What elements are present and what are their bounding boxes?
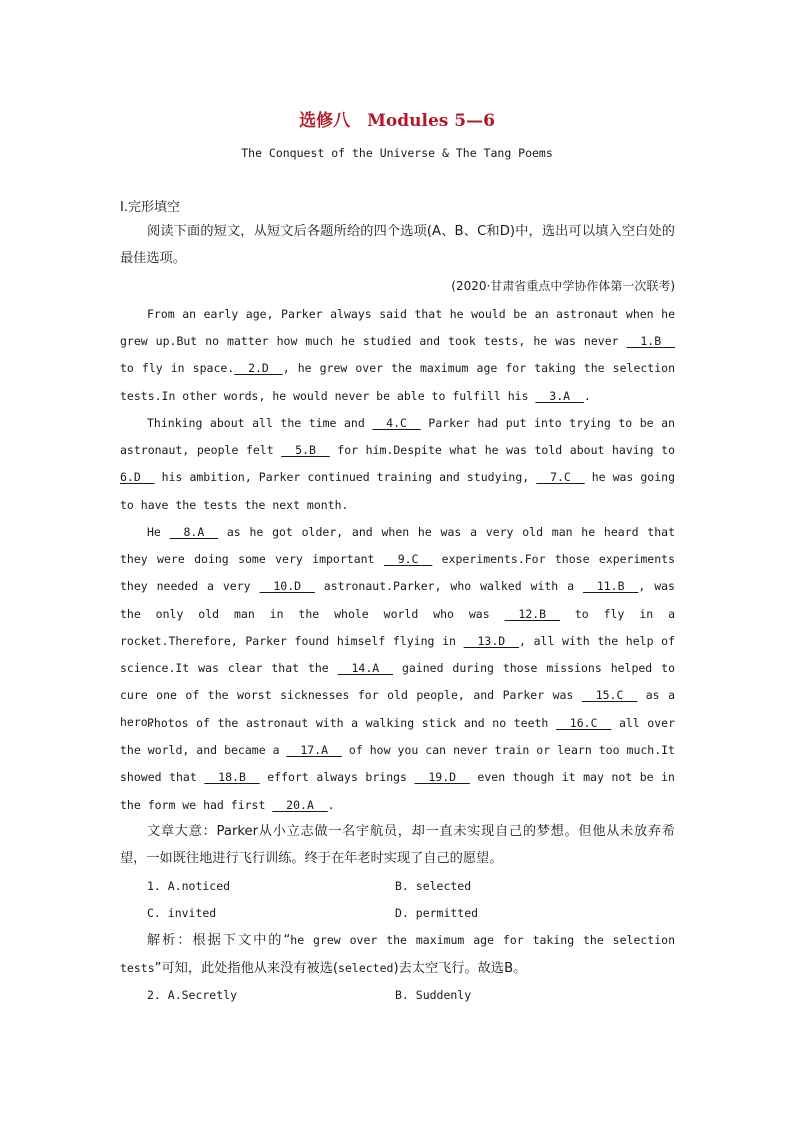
summary-block (120, 818, 675, 872)
option-text: B. selected (395, 879, 472, 893)
analysis-quote: he grew over the maximum age for taking the selection tests (120, 933, 675, 975)
passage-text: to fly in a rocket.Therefore, Parker found himself flying in (120, 606, 676, 648)
passage-text: . (583, 388, 591, 403)
passage-text: Parker had put into trying to be an astronaut, people felt (120, 416, 675, 458)
passage-text: , he grew over the maximum age for taking the selection tests.In other words, he would never be able to fulfill his (120, 361, 675, 403)
summary-label: 文章大意： (147, 824, 217, 839)
option-text: B. Suddenly (395, 988, 472, 1002)
answer-blank-15: 15.C (581, 688, 638, 703)
passage-text: of how you can never train or learn too much.It showed that (120, 743, 675, 785)
answer-blank-12: 12.B (504, 606, 560, 621)
option-text: C. invited (147, 906, 217, 920)
analysis-word: selected (338, 960, 394, 975)
passage-text: astronaut.Parker, who walked with a (314, 579, 583, 594)
answer-blank-14: 14.A (337, 661, 394, 676)
answer-blank-5: 5.B (281, 443, 330, 458)
passage-text: Photos of the astronaut with a walking stick and no teeth (147, 716, 556, 730)
answer-blank-6: 6.D (120, 470, 155, 485)
answer-blank-20: 20.A (272, 797, 328, 812)
instruction-text (120, 218, 675, 272)
passage-text: as a hero. (120, 688, 675, 730)
option-text: 2. A.Secretly (147, 988, 238, 1002)
passage-text: to fly in space. (120, 361, 235, 376)
analysis-block (120, 927, 675, 982)
analysis-text: 根据下文中的“ (192, 933, 291, 948)
analysis-text: ”可知，此处指他从来没有被选( (154, 960, 339, 976)
passage-text: He (147, 525, 170, 539)
passage-text: From an early age, Parker always said that he would be an astronaut when he grew up.But no matter how much he studied and took tests, he was never (120, 307, 675, 349)
answer-blank-4: 4.C (372, 416, 421, 430)
page-title: 选修八 Modules 5—6 (299, 111, 495, 131)
passage-text: all over the world, and became a (120, 716, 675, 758)
answer-blank-1: 1.B (626, 334, 675, 349)
answer-blank-13: 13.D (463, 633, 520, 648)
analysis-label: 解析： (147, 933, 193, 948)
answer-blank-16: 16.C (555, 716, 612, 730)
answer-blank-10: 10.D (259, 579, 315, 594)
passage-text: even though it may not be in the form we had first (120, 770, 675, 812)
answer-blank-19: 19.D (414, 770, 470, 785)
section-title: Ⅰ.完形填空 (120, 200, 180, 215)
option-text: 1. A.noticed (147, 879, 231, 893)
passage-paragraph-2 (120, 410, 675, 519)
passage-paragraph-3 (120, 519, 675, 737)
passage-text: Thinking about all the time and (147, 416, 373, 430)
answer-blank-7: 7.C (536, 470, 585, 485)
answer-blank-11: 11.B (582, 579, 639, 594)
analysis-text: )去太空飞行。故选B。 (393, 960, 527, 976)
passage-text: , was the only old man in the whole world who was (120, 579, 675, 621)
passage-paragraph-4 (120, 710, 675, 819)
passage-text: as he got older, and when he was a very old man he heard that they were doing some very important (120, 525, 675, 567)
passage-text: , all with the help of science.It was clear that the (120, 633, 675, 676)
answer-blank-3: 3.A (535, 388, 584, 403)
answer-blank-17: 17.A (286, 743, 342, 758)
summary-text: Parker从小立志做一名宇航员，却一直未实现自己的梦想。但他从未放弃希望，一如既往地进行飞行训练。终于在年老时实现了自己的愿望。 (120, 824, 676, 866)
passage-paragraph-1 (120, 301, 675, 410)
page-subtitle: The Conquest of the Universe & The Tang Poems (241, 146, 553, 160)
answer-blank-2: 2.D (234, 361, 283, 376)
passage-text: he was going to have the tests the next month. (120, 470, 675, 512)
passage-text: for him.Despite what he was told about having to (329, 443, 675, 458)
instruction-paragraph: 阅读下面的短文，从短文后各题所给的四个选项(A、B、C和D)中，选出可以填入空白处的最佳选项。 (120, 224, 675, 266)
passage-text: gained during those missions helped to cure one of the worst sicknesses for old people, and Parker was (120, 661, 675, 703)
source-citation: (2020·甘肃省重点中学协作体第一次联考) (451, 279, 675, 293)
answer-blank-8: 8.A (169, 525, 219, 539)
option-text: D. permitted (395, 906, 479, 920)
answer-blank-18: 18.B (204, 770, 260, 785)
passage-text: effort always brings (259, 770, 415, 785)
passage-text: . (327, 797, 335, 812)
answer-blank-9: 9.C (383, 552, 433, 567)
passage-text: experiments.For those experiments they needed a very (120, 552, 676, 594)
passage-text: his ambition, Parker continued training and studying, (154, 470, 537, 485)
